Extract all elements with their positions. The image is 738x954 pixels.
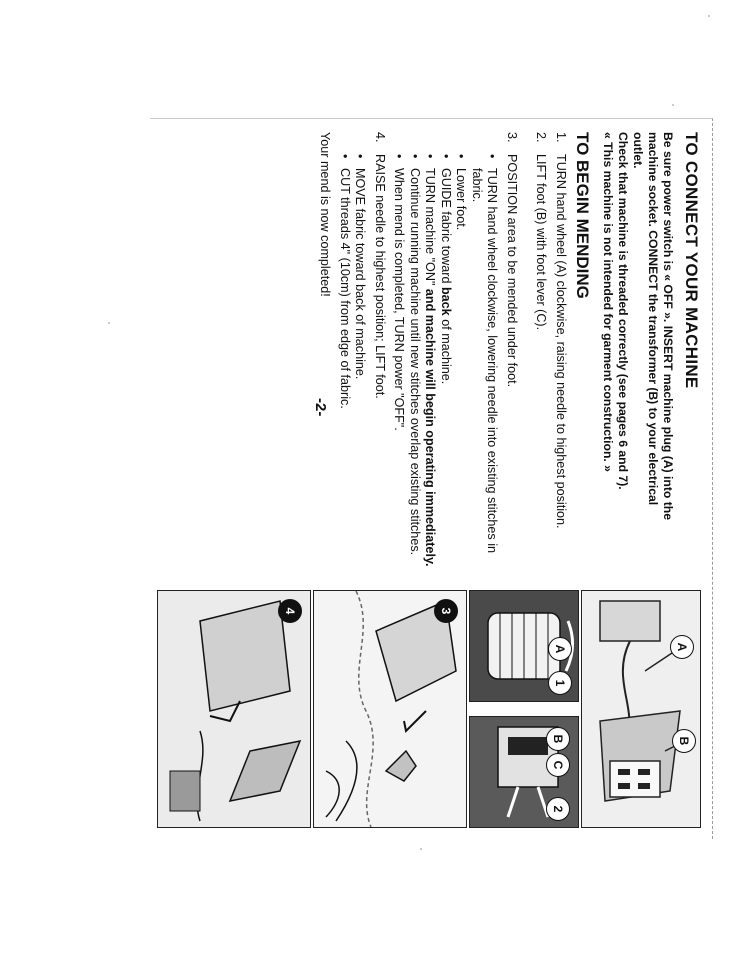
step-number: 3. bbox=[505, 132, 519, 143]
label-b-badge: B bbox=[546, 727, 570, 751]
page-number: -2- bbox=[312, 398, 329, 417]
bold-text: back bbox=[439, 286, 453, 316]
label-b-badge: B bbox=[672, 729, 696, 753]
figure-4 bbox=[157, 590, 311, 828]
move-fabric-illustration bbox=[158, 591, 310, 827]
rotated-page bbox=[151, 118, 711, 838]
figure-number-badge: 3 bbox=[434, 599, 458, 623]
label-a-badge: A bbox=[670, 635, 694, 659]
instructions-column bbox=[317, 132, 701, 572]
connect-line: machine socket. CONNECT the transformer (B) to your electrical bbox=[646, 132, 660, 506]
bullet-item: • MOVE fabric toward back of machine. bbox=[352, 154, 368, 572]
plug-illustration bbox=[582, 591, 700, 827]
connect-title: TO CONNECT YOUR MACHINE bbox=[682, 132, 701, 389]
bullet-item: • TURN hand wheel clockwise, lowering needle into existing stitches in fabric. bbox=[469, 154, 500, 572]
bold-text: and machine will begin operating immediately. bbox=[423, 288, 438, 567]
bullet-item: • GUIDE fabric toward back of machine. bbox=[438, 154, 454, 572]
step-3-bullets bbox=[391, 154, 500, 572]
scan-speck bbox=[672, 104, 674, 106]
connect-line: Check that machine is threaded correctly (see pages 6 and 7). bbox=[616, 132, 630, 490]
connect-line: « This machine is not intended for garment construction. » bbox=[601, 132, 615, 472]
step-number: 4. bbox=[373, 132, 387, 143]
scan-speck bbox=[108, 322, 110, 324]
guide-fabric-illustration bbox=[314, 591, 466, 827]
step-text: TURN hand wheel (A) clockwise, raising needle to highest position. bbox=[554, 154, 568, 529]
figure-number-badge: 4 bbox=[278, 599, 302, 623]
bullet-item: • CUT threads 4" (10cm) from edge of fabric. bbox=[337, 154, 353, 572]
scan-speck bbox=[708, 15, 710, 17]
step-text: POSITION area to be mended under foot. bbox=[505, 154, 519, 388]
closing-line: Your mend is now completed! bbox=[318, 132, 333, 297]
mending-title: TO BEGIN MENDING bbox=[573, 132, 592, 299]
bullet-item: • When mend is completed, TURN power "OFF". bbox=[391, 154, 407, 572]
step-4 bbox=[372, 132, 388, 572]
figure-2 bbox=[469, 716, 579, 828]
step-4-bullets bbox=[337, 154, 368, 572]
bullet-item: • TURN machine "ON" and machine will begin operating immediately. bbox=[422, 154, 438, 572]
connect-line: outlet. bbox=[631, 132, 645, 169]
step-text: RAISE needle to highest position; LIFT foot. bbox=[373, 154, 387, 399]
figure-number-badge: 1 bbox=[548, 671, 572, 695]
connect-instructions bbox=[600, 132, 675, 572]
step-1 bbox=[553, 132, 569, 572]
figure-plug-transformer bbox=[581, 590, 701, 828]
figure-1 bbox=[469, 590, 579, 702]
figure-number-badge: 2 bbox=[546, 797, 570, 821]
step-number: 1. bbox=[554, 132, 568, 143]
bullet-item: • Lower foot. bbox=[453, 154, 469, 572]
label-a-badge: A bbox=[548, 637, 572, 661]
figure-3 bbox=[313, 590, 467, 828]
step-number: 2. bbox=[534, 132, 549, 143]
bullet-item: • Continue running machine until new stitches overlap existing stitches. bbox=[407, 154, 423, 572]
step-2 bbox=[533, 132, 549, 572]
scan-speck bbox=[420, 848, 422, 850]
step-text: LIFT foot (B) with foot lever (C). bbox=[534, 154, 549, 331]
label-c-badge: C bbox=[546, 753, 570, 777]
connect-line: Be sure power switch is « OFF ». INSERT machine plug (A) into the bbox=[661, 132, 675, 521]
step-3 bbox=[504, 132, 520, 572]
